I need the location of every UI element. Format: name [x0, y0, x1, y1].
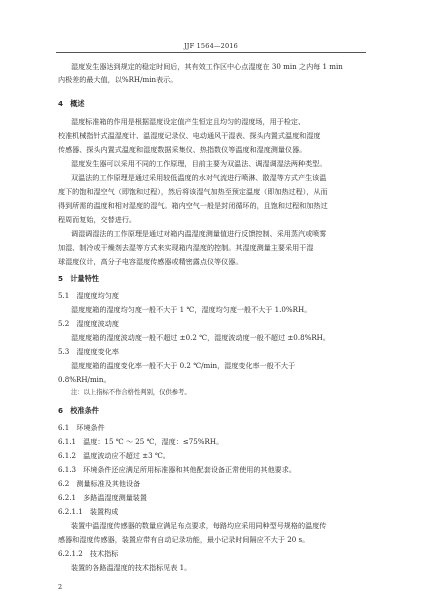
body-text: 湿度标准箱的作用是根据湿度设定值产生恒定且均匀的湿度场，用于检定、: [71, 117, 306, 126]
body-text: 球湿度仪计，高分子电容湿度传感器或精密露点仪等仪器。: [58, 257, 243, 266]
body-text: 校准机械指针式温湿度计、温湿度记录仪、电动通风干湿表、探头内置式温度和湿度: [58, 131, 321, 140]
body-text: 湿度度箱的温度变化率一般不大于 0.2 ℃/min，湿度变化率一般不大于: [71, 361, 296, 370]
subsection-heading: 6.2.1.1 装置构成: [58, 507, 119, 516]
subsection-heading: 6.2 测量标准及其他设备: [58, 479, 141, 488]
body-text: 加湿、制冷或干燥剂去湿等方式来实现箱内湿度的控制。其湿度测量主要采用干湿: [58, 243, 314, 252]
body-text: 湿度度箱的湿度均匀度一般不大于 1 ℃，湿度均匀度一般不大于 1.0%RH。: [71, 305, 312, 314]
section-heading: 5 计量特性: [58, 274, 99, 283]
header-rule: [56, 52, 366, 53]
body-text: 程周而复始，交替进行。: [58, 215, 137, 224]
body-text: 调湿调湿法的工作原理是通过对箱内温湿度测量值进行反馈控制、采用蒸汽或喷雾: [71, 229, 327, 238]
subsection-heading: 6.2.1.2 技术指标: [58, 549, 119, 558]
body-text: 湿度度箱的湿度波动度一般不超过 ±0.2 ℃，湿度波动度一般不超过 ±0.8%RH。: [71, 333, 330, 342]
body-text: 传感器、探头内置式温度和湿度数据采集仪、热指数仪等温度和湿度测量仪器。: [58, 145, 307, 154]
subsection-heading: 6.2.1 多路温湿度测量装置: [58, 493, 147, 502]
clause-text: 6.1.1 温度：15 ℃ ～ 25 ℃，湿度：≤75%RH。: [58, 437, 224, 446]
body-text: 湿度发生器达到规定的稳定时间后，其有效工作区中心点湿度在 30 min 之内每 1 min: [71, 62, 343, 71]
body-text: 内极差的最大值，以%RH/min表示。: [58, 75, 178, 84]
section-heading: 6 校准条件: [58, 406, 99, 415]
body-text: 装置的各路温湿度的技术指标见表 1。: [71, 563, 192, 572]
subsection-heading: 6.1 环境条件: [58, 423, 105, 432]
body-text: 湿度发生器可以采用不同的工作原理，目前主要为双温法、调湿调湿法两种类型。: [71, 159, 327, 168]
subsection-heading: 5.2 湿度度波动度: [58, 319, 119, 328]
subsection-heading: 5.3 湿度度变化率: [58, 347, 119, 356]
page-number: 2: [58, 583, 63, 591]
clause-text: 6.1.3 环境条件还应满足所用标准器和其他配套设备正常使用的其他要求。: [58, 465, 296, 474]
body-text: 双温法的工作原理是通过采用较低温度的水对气流进行喷淋、散湿等方式产生该温: [71, 173, 327, 182]
body-text: 感器和湿度传感器，装置应带有自动记录功能，最小记录时间隔应不大于 20 s。: [58, 535, 310, 544]
note-text: 注：以上指标不作合格性判别，仅供参考。: [71, 389, 191, 396]
body-text: 0.8%RH/min。: [58, 375, 111, 384]
running-header: JJF 1564—2016: [184, 42, 238, 50]
subsection-heading: 5.1 湿度度均匀度: [58, 291, 119, 300]
body-text: 得到所需的温度和相对湿度的湿气。箱内空气一般是封闭循环的，且饱和过程和加热过: [58, 201, 328, 210]
body-text: 装置中温湿度传感器的数量应满足布点要求，每路均应采用同种型号规格的温度传: [71, 521, 327, 530]
body-text: 度下的饱和湿空气（即饱和过程），然后将该湿气加热至预定温度（即加热过程），从而: [58, 187, 328, 196]
section-heading: 4 概述: [58, 99, 85, 108]
clause-text: 6.1.2 温度波动应不超过 ±3 ℃。: [58, 451, 170, 460]
